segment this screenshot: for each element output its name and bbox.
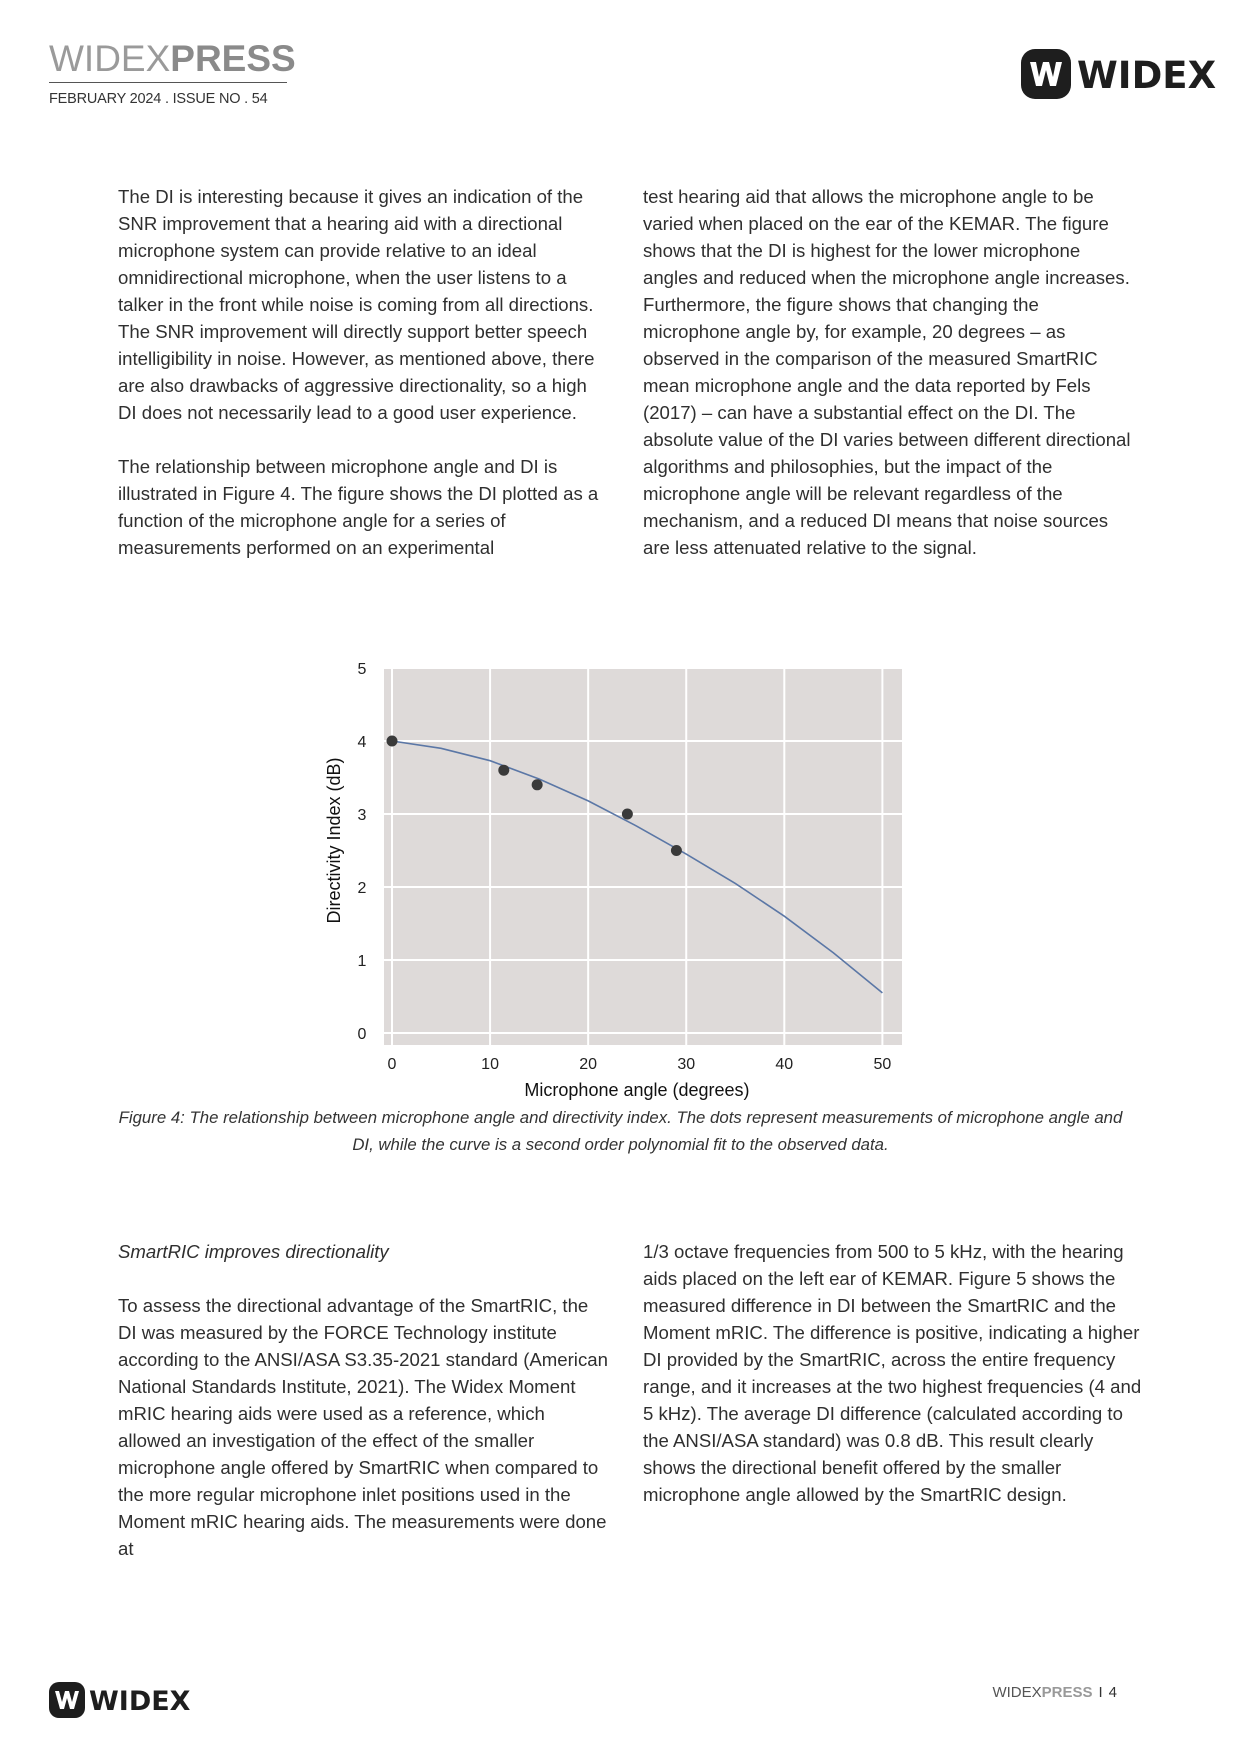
logo-wordmark-top: WIDEX: [1077, 54, 1217, 97]
x-tick-label: 20: [579, 1056, 598, 1073]
y-axis-label: Directivity Index (dB): [324, 757, 344, 924]
widex-logo-bottom: [49, 1681, 191, 1724]
y-tick-labels: [358, 661, 367, 1043]
text-column-1: [118, 183, 608, 561]
publication-title-light: WIDEX: [49, 38, 171, 79]
y-tick-label: 1: [357, 953, 367, 970]
widex-logo-icon: [1021, 48, 1217, 100]
figure-caption: Figure 4: The relationship between microphone angle and directivity index. The dots represent measurements of microphone angle and DI, while the curve is a second order polynomial fit to the observed data.: [118, 1108, 1123, 1154]
data-point: [498, 765, 509, 776]
data-point: [532, 779, 543, 790]
masthead: [49, 38, 296, 107]
footer-separator: I: [1098, 1684, 1103, 1701]
paragraph: To assess the directional advantage of the SmartRIC, the DI was measured by the FORCE Technology institute according to the ANSI/ASA S3.35-2021 standard (American National Standards Institute, 2021). The Widex Moment mRIC hearing aids were used as a reference, which allowed an investigation of the effect of the smaller microphone angle offered by SmartRIC when compared to the more regular microphone inlet positions used in the Moment mRIC hearing aids. The measurements were done at: [118, 1295, 608, 1559]
widex-logo-icon: [49, 1681, 191, 1719]
text-column-4: [643, 1238, 1143, 1508]
x-tick-label: 40: [775, 1056, 794, 1073]
y-tick-label: 5: [357, 661, 367, 678]
x-tick-label: 0: [387, 1056, 397, 1073]
logo-wordmark-bottom: WIDEX: [89, 1686, 191, 1717]
text-column-2: [643, 183, 1133, 561]
y-tick-label: 3: [357, 807, 367, 824]
paragraph: 1/3 octave frequencies from 500 to 5 kHz, with the hearing aids placed on the left ear of KEMAR. Figure 5 shows the measured difference in DI between the SmartRIC and the Moment mRIC. The difference is positive, indicating a higher DI provided by the SmartRIC, across the entire frequency range, and it increases at the two highest frequencies (4 and 5 kHz). The average DI difference (calculated according to the ANSI/ASA standard) was 0.8 dB. This result clearly shows the directional benefit offered by the smaller microphone angle allowed by the SmartRIC design.: [643, 1241, 1142, 1505]
data-point: [622, 809, 633, 820]
paragraph: The relationship between microphone angle and DI is illustrated in Figure 4. The figure shows the DI plotted as a function of the microphone angle for a series of measurements performed on an experimental: [118, 456, 599, 558]
data-point: [671, 845, 682, 856]
publication-title-bold: PRESS: [170, 38, 296, 79]
publication-title: [49, 38, 296, 79]
y-tick-label: 4: [357, 734, 367, 751]
x-tick-label: 30: [677, 1056, 696, 1073]
x-axis-label: Microphone angle (degrees): [524, 1080, 750, 1100]
y-tick-label: 0: [357, 1026, 367, 1043]
page-footer: [992, 1684, 1117, 1701]
page-number: 4: [1108, 1684, 1117, 1701]
x-tick-label: 10: [481, 1056, 499, 1073]
footer-brand-bold: PRESS: [1041, 1684, 1093, 1701]
masthead-rule: [49, 82, 287, 83]
paragraph: test hearing aid that allows the microphone angle to be varied when placed on the ear of the KEMAR. The figure shows that the DI is highest for the lower microphone angles and reduced when the microphone angle increases. Furthermore, the figure shows that changing the microphone angle by, for example, 20 degrees – as observed in the comparison of the measured SmartRIC mean microphone angle and the data reported by Fels (2017) – can have a substantial effect on the DI. The absolute value of the DI varies between different directional algorithms and philosophies, but the impact of the microphone angle will be relevant regardless of the mechanism, and a reduced DI means that noise sources are less attenuated relative to the signal.: [643, 186, 1131, 558]
widex-logo-top: [1021, 48, 1217, 105]
plot-background: [384, 668, 902, 1045]
footer-brand-light: WIDEX: [992, 1684, 1042, 1701]
paragraph: The DI is interesting because it gives an indication of the SNR improvement that a hearing aid with a directional microphone system can provide relative to an ideal omnidirectional microphone, when the user listens to a talker in the front while noise is coming from all directions. The SNR improvement will directly support better speech intelligibility in noise. However, as mentioned above, there are also drawbacks of aggressive directionality, so a high DI does not necessarily lead to a good user experience.: [118, 186, 595, 423]
issue-line: FEBRUARY 2024 . ISSUE NO . 54: [49, 91, 268, 107]
section-heading: SmartRIC improves directionality: [118, 1241, 389, 1262]
x-tick-labels: [388, 1056, 892, 1073]
x-tick-label: 50: [873, 1056, 892, 1073]
figure-4-chart: [320, 660, 920, 1100]
y-tick-label: 2: [357, 880, 367, 897]
text-column-3: [118, 1238, 608, 1562]
data-point: [387, 736, 398, 747]
